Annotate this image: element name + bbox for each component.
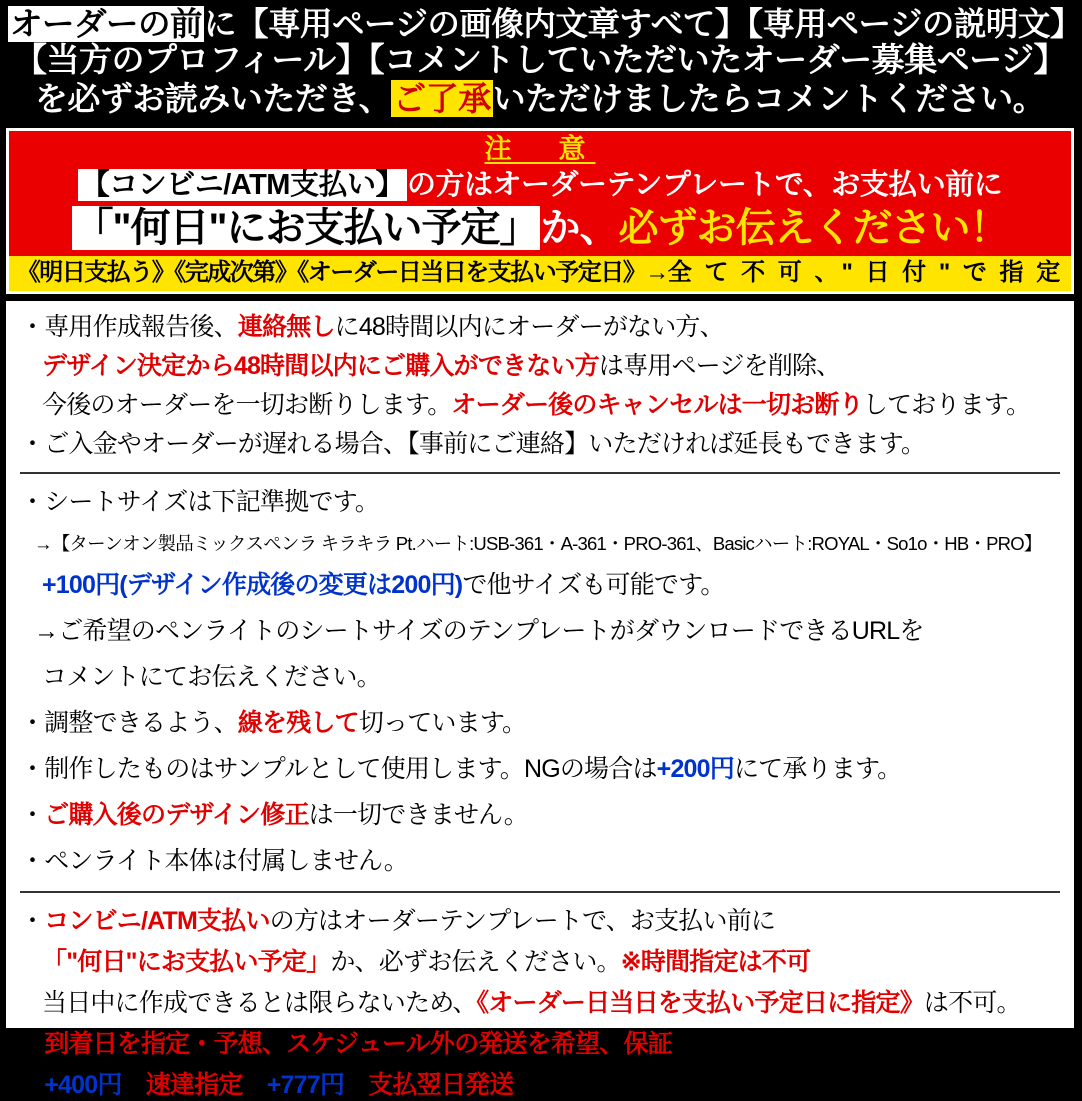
red-line-1 [9, 168, 1071, 203]
notice-text: →【ターンオン製品ミックスペンラ キラキラ Pt.ハート:USB-361・A-361・PRO-361、Basicハート:ROYAL・So1o・HB・PRO】 [34, 532, 1042, 554]
notice-text: 連絡無し [237, 312, 335, 341]
notice-text: +400円 [44, 1071, 122, 1100]
red-line-2 [9, 205, 1071, 251]
notice-text: +100円(デザイン作成後の変更は200円) [42, 571, 463, 600]
notice-text: →ご希望のペンライトのシートサイズのテンプレートがダウンロードできるURLを [34, 617, 924, 646]
notice-text: に48時間以内にオーダーがない方、 [334, 312, 724, 341]
notice-text: 線を残して [237, 709, 359, 738]
red-line-2-b: か、 [540, 205, 619, 250]
header-line-1-rest: に【専用ページの画像内文章すべて】【専用ページの説明文】 [204, 6, 1082, 42]
notice-text: 到着日を指定・予想、スケジュール外の発送を希望、保証 [44, 1030, 672, 1059]
section-payment [20, 905, 1060, 1101]
header-line-3-c: いただけましたらコメントください。 [492, 80, 1046, 118]
notice-line [20, 753, 1060, 785]
notice-text: ・シートサイズは下記準拠です。 [20, 487, 380, 516]
notice-text: にて承ります。 [733, 755, 902, 784]
notice-text: 今後のオーダーを一切お断りします。 [42, 390, 452, 419]
notice-text: ・ [20, 907, 45, 936]
notice-text: ・ [20, 801, 45, 830]
yellow-bar-a: 《明日支払う》《完成次第》《オーダー日当日を支払い予定日》→ [16, 258, 668, 286]
notice-text: ご購入後のデザイン修正 [44, 801, 309, 830]
notice-text: で他サイズも可能です。 [462, 571, 725, 600]
header-emphasis-consent: ご了承 [393, 80, 491, 118]
notice-text: の方はオーダーテンプレートで、お支払い前に [269, 907, 776, 936]
notice-text: コンビニ/ATM支払い [44, 907, 270, 936]
header-line-3 [8, 81, 1072, 118]
notice-text: 支払翌日発送 [368, 1071, 514, 1100]
notice-text: で [121, 1071, 146, 1100]
notice-line [20, 905, 1060, 937]
notice-line [20, 661, 1060, 693]
payment-date-badge: 「"何日"にお支払い予定」 [73, 205, 539, 250]
yellow-bar [9, 256, 1071, 291]
notice-text: オーダー後のキャンセルは一切お断り [451, 390, 863, 419]
body-box [6, 301, 1074, 1100]
notice-line [20, 845, 1060, 877]
caution-label: 注 意 [484, 134, 596, 165]
notice-text: ・専用作成報告後、 [20, 312, 238, 341]
notice-text: ※時間指定は不可 [620, 948, 811, 977]
header-emphasis-order-before: オーダーの前 [10, 6, 203, 42]
notice-line [20, 389, 1060, 421]
notice-text: ・ [20, 1071, 45, 1100]
notice-line [20, 615, 1060, 647]
notice-text: +200円 [656, 755, 734, 784]
red-warning-box [6, 128, 1074, 293]
notice-line [20, 946, 1060, 978]
notice-line [20, 987, 1060, 1019]
notice-text: デザイン決定から48時間以内にご購入ができない方 [42, 351, 599, 380]
notice-line [20, 1069, 1060, 1101]
notice-line [20, 311, 1060, 343]
notice-text: は不可。 [923, 989, 1021, 1018]
notice-line [20, 428, 1060, 460]
notice-text: 、 [242, 1071, 267, 1100]
notice-text: は専用ページを削除、 [598, 351, 841, 380]
notice-text: 《オーダー日当日を支払い予定日に指定》 [476, 989, 924, 1018]
notice-text: は一切できません。 [671, 1030, 892, 1059]
notice-line [20, 799, 1060, 831]
notice-text: で [344, 1071, 369, 1100]
notice-text: 当日中に作成できるとは限らないため、 [42, 989, 477, 1018]
payment-method-badge: 【コンビニ/ATM支払い】 [78, 169, 407, 201]
header-line-2: 【当方のプロフィール】【コメントしていただいたオーダー募集ページ】 [13, 41, 1067, 79]
header-block [0, 0, 1080, 122]
red-line-2-c: 必ずお伝えください！ [618, 205, 1009, 250]
notice-text: ・制作したものはサンプルとして使用します。NGの場合は [20, 755, 657, 784]
divider-2 [20, 891, 1060, 893]
notice-line [20, 532, 1060, 556]
header-line-1 [8, 6, 1082, 42]
notice-line [20, 1028, 1060, 1060]
yellow-bar-b: 全 て 不 可 、" 日 付 " で 指 定 [667, 258, 1064, 286]
notice-line [20, 350, 1060, 382]
notice-text: +777円 [266, 1071, 345, 1100]
notice-text: コメントにてお伝えください。 [42, 663, 381, 692]
notice-line [20, 707, 1060, 739]
notice-line [20, 569, 1060, 601]
notice-text: ・調整できるよう、 [20, 709, 238, 738]
section-sheet-size [20, 486, 1060, 878]
red-line-1-rest: の方はオーダーテンプレートで、お支払い前に [406, 168, 1003, 201]
notice-text: ・ご入金やオーダーが遅れる場合、【事前にご連絡】いただければ延長もできます。 [20, 429, 926, 458]
section-cancellation [20, 311, 1060, 460]
notice-text: 「"何日"にお支払い予定」 [42, 948, 331, 977]
header-line-3-a: を必ずお読みいただき、 [34, 80, 392, 118]
notice-text: は一切できません。 [308, 801, 528, 830]
notice-text: 可能です。 [513, 1071, 633, 1100]
notice-text: 切っています。 [358, 709, 527, 738]
notice-text: しております。 [862, 390, 1031, 419]
notice-text: か、必ずお伝えください。 [330, 948, 621, 977]
divider-1 [20, 472, 1060, 474]
notice-text: ・ペンライト本体は付属しません。 [20, 847, 408, 876]
notice-text: ・ [20, 1030, 45, 1059]
notice-line [20, 486, 1060, 518]
notice-text: 速達指定 [145, 1071, 243, 1100]
